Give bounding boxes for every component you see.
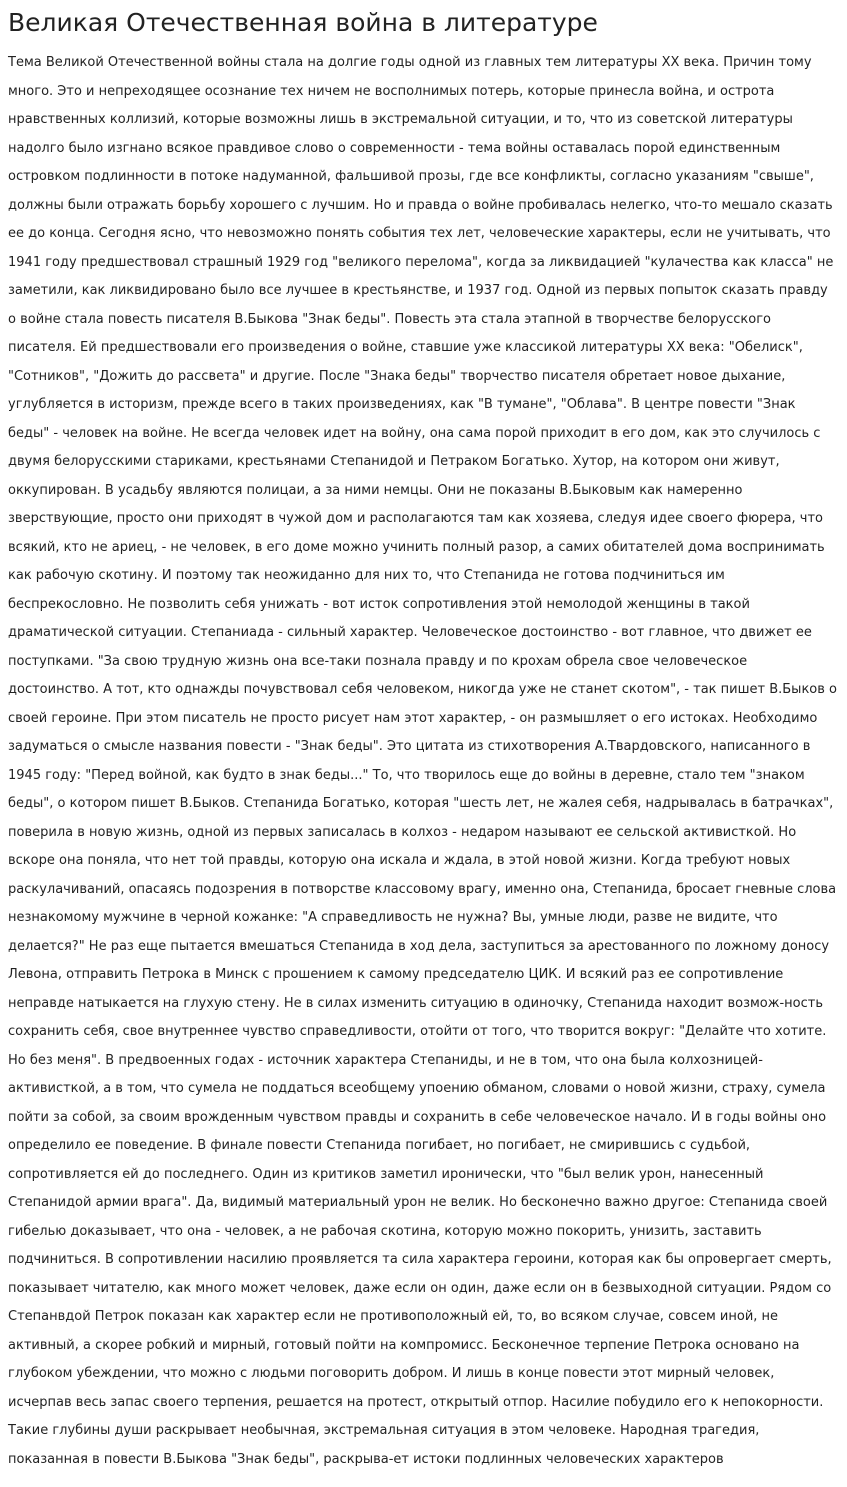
page-title: Великая Отечественная война в литературе [8,8,598,37]
article-body: Тема Великой Отечественной войны стала на долгие годы одной из главных тем литературы XX века. Причин тому много. Это и непреходящее осознание тех ничем не восполнимых потерь, которые принесла война, и острота нравственных коллизий, которые возможны лишь в экстремальной ситуации, и то, что из советской литературы надолго было изгнано всякое правдивое слово о современности - тема войны оставалась порой единственным островком подлинности в потоке надуманной, фальшивой прозы, где все конфликты, согласно указаниям "свыше", должны были отражать борьбу хорошего с лучшим. Но и правда о войне пробивалась нелегко, что-то мешало сказать ее до конца. Сегодня ясно, что невозможно понять события тех лет, человеческие характеры, если не учитывать, что 1941 году предшествовал страшный 1929 год "великого перелома", когда за ликвидацией "кулачества как класса" не заметили, как ликвидировано было все лучшее в крестьянстве, и 1937 год. Одной из первых попыток сказать правду о войне стала повесть писателя В.Быкова "Знак беды". Повесть эта стала этапной в творчестве белорусского писателя. Ей предшествовали его произведения о войне, ставшие уже классикой литературы XX века: "Обелиск", "Сотников", "Дожить до рассвета" и другие. После "Знака беды" творчество писателя обретает новое дыхание, углубляется в историзм, прежде всего в таких произведениях, как "В тумане", "Облава". В центре повести "Знак беды" - человек на войне. Не всегда человек идет на войну, она сама порой приходит в его дом, как это случилось с двумя белорусскими стариками, крестьянами Степанидой и Петраком Богатько. Хутор, на котором они живут, оккупирован. В усадьбу являются полицаи, а за ними немцы. Они не показаны В.Быковым как намеренно зверствующие, просто они приходят в чужой дом и располагаются там как хозяева, следуя идее своего фюрера, что всякий, кто не ариец, - не человек, в его доме можно учинить полный разор, а самих обитателей дома воспринимать как рабочую скотину. И поэтому так неожиданно для них то, что Степанида не готова подчиниться им беспрекословно. Не позволить себя унижать - вот исток сопротивления этой немолодой женщины в такой драматической ситуации. Степаниада - сильный характер. Человеческое достоинство - вот главное, что движет ее поступками. "За свою трудную жизнь она все-таки познала правду и по крохам обрела свое человеческое достоинство. А тот, кто однажды почувствовал себя человеком, никогда уже не станет скотом", - так пишет В.Быков о своей героине. При этом писатель не просто рисует нам этот характер, - он размышляет о его истоках. Необходимо задуматься о смысле названия повести - "Знак беды". Это цитата из стихотворения А.Твардовского, написанного в 1945 году: "Перед войной, как будто в знак беды..." То, что творилось еще до войны в деревне, стало тем "знаком беды", о котором пишет В.Быков. Степанида Богатько, которая "шесть лет, не жалея себя, надрывалась в батрачках", поверила в новую жизнь, одной из первых записалась в колхоз - недаром называют ее сельской активисткой. Но вскоре она поняла, что нет той правды, которую она искала и ждала, в этой новой жизни. Когда требуют новых раскулачиваний, опасаясь подозрения в потворстве классовому врагу, именно она, Степанида, бросает гневные слова незнакомому мужчине в черной кожанке: "А справедливость не нужна? Вы, умные люди, разве не видите, что делается?" Не раз еще пытается вмешаться Степанида в ход дела, заступиться за арестованного по ложному доносу Левона, отправить Петрока в Минск с прошением к самому председателю ЦИК. И всякий раз ее сопротивление неправде натыкается на глухую стену. Не в силах изменить ситуацию в одиночку, Степанида находит возмож-ность сохранить себя, свое внутреннее чувство справедливости, отойти от того, что творится вокруг: "Делайте что хотите. Но без меня". В предвоенных годах - источник характера Степаниды, и не в том, что она была колхозницей-активисткой, а в том, что сумела не поддаться всеобщему упоению обманом, словами о новой жизни, страху, сумела пойти за собой, за своим врожденным чувством правды и сохранить в себе человеческое начало. И в годы войны оно определило ее поведение. В финале повести Степанида погибает, но погибает, не смирившись с судьбой, сопротивляется ей до последнего. Один из критиков заметил иронически, что "был велик урон, нанесенный Степанидой армии врага". Да, видимый материальный урон не велик. Но бесконечно важно другое: Степанида своей гибелью доказывает, что она - человек, а не рабочая скотина, которую можно покорить, унизить, заставить подчиниться. В сопротивлении насилию проявляется та сила характера героини, которая как бы опровергает смерть, показывает читателю, как много может человек, даже если он один, даже если он в безвыходной ситуации. Рядом со Степанвдой Петрок показан как характер если не противоположный ей, то, во всяком случае, совсем иной, не активный, а скорее робкий и мирный, готовый пойти на компромисс. Бесконечное терпение Петрока основано на глубоком убеждении, что можно с людьми поговорить добром. И лишь в конце повести этот мирный человек, исчерпав весь запас своего терпения, решается на протест, открытый отпор. Насилие побудило его к непокорности. Такие глубины души раскрывает необычная, экстремальная ситуация в этом человеке. Народная трагедия, показанная в повести В.Быкова "Знак беды", раскрыва-ет истоки подлинных человеческих характеров [8,55,837,1467]
